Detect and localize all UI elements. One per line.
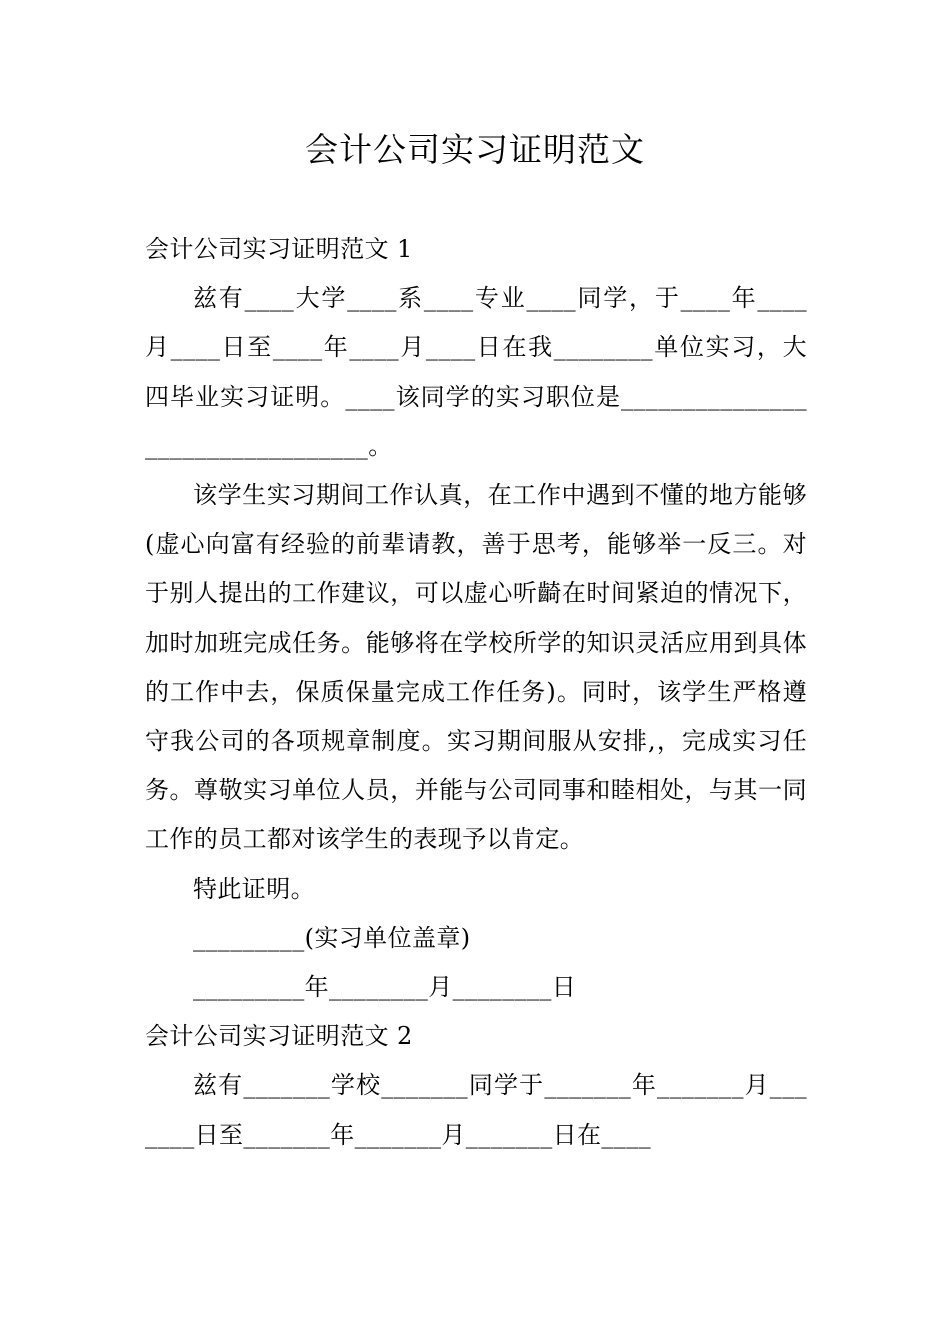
document-title: 会计公司实习证明范文: [305, 130, 645, 169]
seal-line: _________(实习单位盖章): [193, 923, 471, 952]
section-2-paragraph-1: 兹有_______学校_______同学于_______年_______月_______日至_______年_______月_______日在____: [145, 1071, 807, 1149]
date-line: _________年________月________日: [193, 973, 577, 1002]
section-1-heading: 会计公司实习证明范文 1: [145, 235, 413, 263]
section-1-closing: 特此证明。: [193, 874, 315, 903]
document-body: [145, 225, 807, 1160]
section-1-paragraph-1: 兹有____大学____系____专业____同学，于____年____月____日至____年____月____日在我________单位实习，大四毕业实习证明。____该同学的实习职位是_________________________________。: [145, 284, 807, 460]
section-2-heading: 会计公司实习证明范文 2: [145, 1022, 413, 1051]
section-1-paragraph-2: 该学生实习期间工作认真，在工作中遇到不懂的地方能够(虚心向富有经验的前辈请教，善于思考，能够举一反三。对于别人提出的工作建议，可以虚心听齮在时间紧迫的情况下，加时加班完成任务。能够将在学校所学的知识灵活应用到具体的工作中去，保质保量完成工作任务)。同时，该学生严格遵守我公司的各项规章制度。实习期间服从安排,，完成实习任务。尊敬实习单位人员，并能与公司同事和睦相处，与其一同工作的员工都对该学生的表现予以肯定。: [145, 481, 807, 854]
